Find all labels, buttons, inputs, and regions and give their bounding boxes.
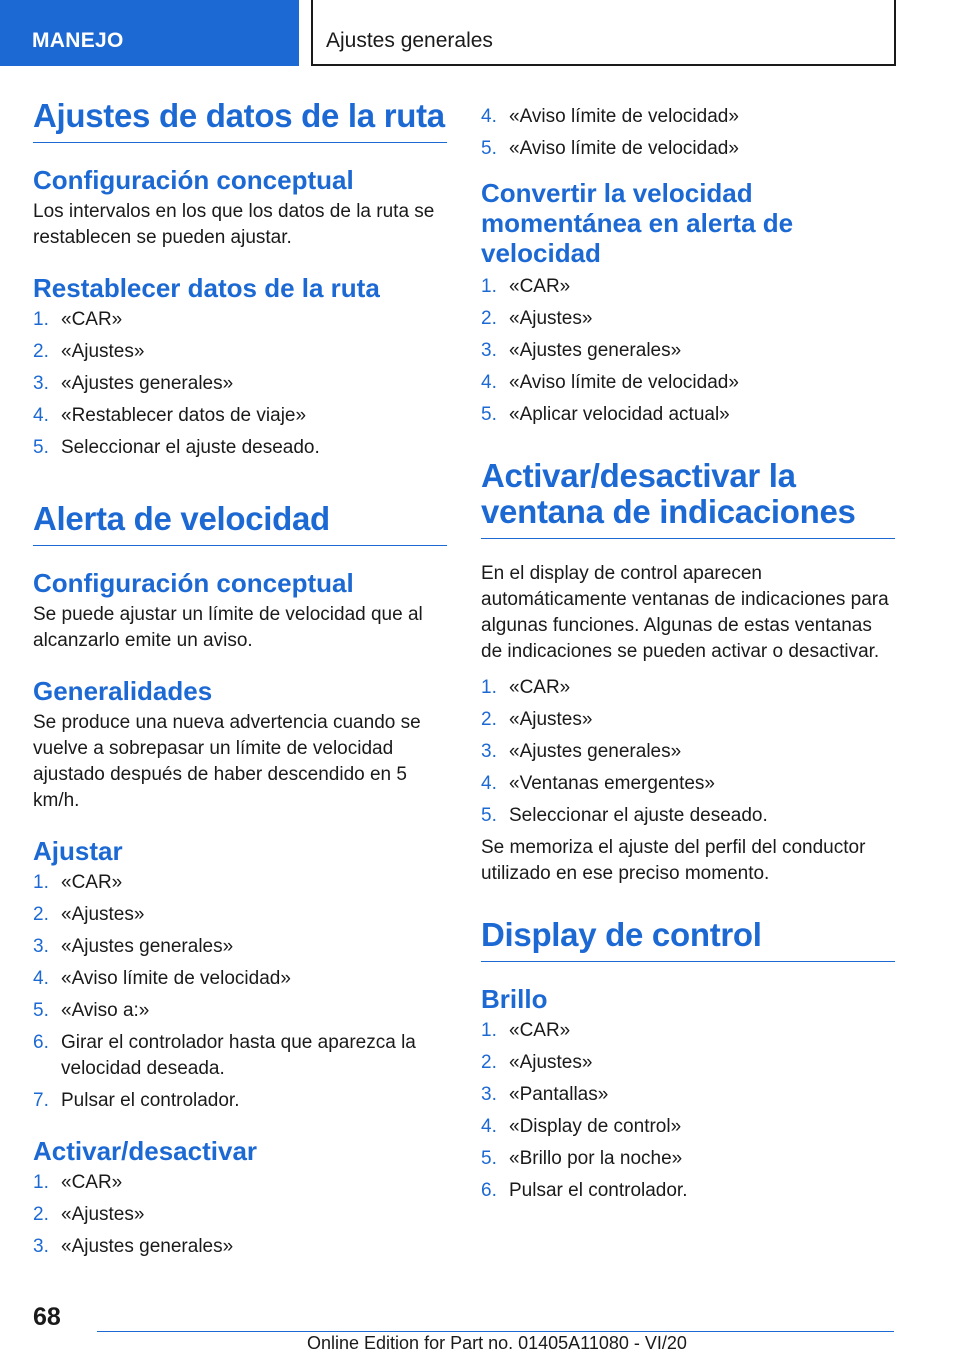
section-convert-speed — [481, 178, 895, 428]
step-number: 3. — [481, 741, 497, 762]
step-number: 6. — [481, 1180, 497, 1201]
subheading-speed-toggle: Activar/desactivar — [33, 1136, 258, 1166]
section-toggle-continued — [481, 104, 895, 162]
steps-list — [33, 307, 447, 461]
step-number: 4. — [481, 773, 497, 794]
subheading-convert-speed: Convertir la velocidad momentánea en alerta de velocidad — [481, 178, 794, 268]
step-number: 1. — [33, 872, 49, 893]
section-label: MANEJO — [32, 29, 124, 52]
step-item — [481, 338, 895, 364]
section-speed-general — [33, 676, 447, 814]
step-number: 2. — [481, 1052, 497, 1073]
step-item — [481, 1146, 895, 1172]
step-text: «CAR» — [509, 276, 571, 297]
step-item — [481, 104, 895, 130]
step-number: 3. — [33, 936, 49, 957]
chapter-tab — [311, 0, 896, 66]
subheading-route-concept: Configuración conceptual — [33, 165, 354, 195]
step-text: «Ajustes» — [509, 709, 593, 730]
page-header — [0, 0, 960, 66]
step-item — [481, 274, 895, 300]
step-item — [33, 902, 447, 928]
chapter-label: Ajustes generales — [326, 29, 493, 52]
step-text: «Ajustes» — [61, 341, 145, 362]
steps-list — [33, 1170, 447, 1260]
step-number: 5. — [33, 1000, 49, 1021]
heading-control-display: Display de control — [481, 917, 895, 962]
step-item — [33, 870, 447, 896]
left-column — [33, 98, 447, 1282]
section-route-concept — [33, 165, 447, 251]
step-text: «Aplicar velocidad actual» — [509, 404, 730, 425]
step-number: 4. — [481, 1116, 497, 1137]
step-item — [481, 1018, 895, 1044]
step-item — [481, 402, 895, 428]
step-item — [33, 966, 447, 992]
footer-divider — [97, 1331, 894, 1332]
step-number: 4. — [33, 405, 49, 426]
section-tab — [0, 0, 299, 66]
step-item — [33, 371, 447, 397]
step-item — [481, 1114, 895, 1140]
step-number: 7. — [33, 1090, 49, 1111]
step-item — [481, 771, 895, 797]
step-number: 2. — [33, 904, 49, 925]
step-text: «Ventanas emergentes» — [509, 773, 715, 794]
step-number: 2. — [481, 308, 497, 329]
step-text: «CAR» — [61, 1172, 123, 1193]
step-item — [33, 1088, 447, 1114]
step-number: 3. — [481, 340, 497, 361]
step-text: Girar el controlador hasta que aparezca la velocidad deseada. — [61, 1032, 416, 1079]
section-speed-adjust — [33, 836, 447, 1114]
steps-list — [481, 1018, 895, 1204]
step-text: Pulsar el controlador. — [61, 1090, 240, 1111]
step-number: 2. — [33, 1204, 49, 1225]
step-text: «CAR» — [61, 872, 123, 893]
step-number: 1. — [33, 1172, 49, 1193]
step-text: Pulsar el controlador. — [509, 1180, 688, 1201]
step-number: 6. — [33, 1032, 49, 1053]
step-number: 5. — [33, 437, 49, 458]
step-item — [33, 339, 447, 365]
step-item — [481, 739, 895, 765]
section-popups — [481, 561, 895, 887]
steps-list — [33, 870, 447, 1114]
step-item — [33, 1030, 447, 1082]
step-item — [481, 1178, 895, 1204]
step-text: «Brillo por la noche» — [509, 1148, 683, 1169]
step-item — [481, 803, 895, 829]
step-number: 1. — [481, 677, 497, 698]
steps-list — [481, 675, 895, 829]
step-text: «Aviso a:» — [61, 1000, 150, 1021]
heading-speed-alert: Alerta de velocidad — [33, 501, 447, 546]
step-item — [481, 675, 895, 701]
section-speed-concept — [33, 568, 447, 654]
step-number: 2. — [33, 341, 49, 362]
step-number: 1. — [33, 309, 49, 330]
step-number: 3. — [33, 373, 49, 394]
step-item — [481, 1082, 895, 1108]
step-item — [33, 998, 447, 1024]
step-text: Seleccionar el ajuste deseado. — [61, 437, 320, 458]
step-number: 4. — [481, 372, 497, 393]
paragraph-route-concept: Los intervalos en los que los datos de la ruta se restablecen se pueden ajustar. — [33, 201, 435, 248]
paragraph-popups: En el display de control aparecen automáticamente ventanas de indicaciones para algunas funciones. Algunas de estas ventanas de indicaciones se pueden activar o desactivar. — [481, 563, 889, 662]
step-item — [481, 370, 895, 396]
step-item — [33, 1202, 447, 1228]
step-text: «Ajustes generales» — [509, 741, 682, 762]
step-item — [481, 707, 895, 733]
paragraph-speed-general: Se produce una nueva advertencia cuando se vuelve a sobrepasar un límite de velocidad ajustado después de haber descendido en 5 km/h. — [33, 712, 421, 811]
step-number: 4. — [481, 106, 497, 127]
step-number: 3. — [481, 1084, 497, 1105]
step-text: «CAR» — [509, 1020, 571, 1041]
step-number: 5. — [481, 1148, 497, 1169]
step-text: «Ajustes» — [61, 1204, 145, 1225]
page-number: 68 — [33, 1303, 61, 1331]
step-item — [33, 307, 447, 333]
step-text: «Display de control» — [509, 1116, 682, 1137]
step-number: 2. — [481, 709, 497, 730]
step-number: 1. — [481, 1020, 497, 1041]
step-text: «Ajustes generales» — [61, 373, 234, 394]
step-text: «Restablecer datos de viaje» — [61, 405, 307, 426]
paragraph-speed-concept: Se puede ajustar un límite de velocidad que al alcanzarlo emite un aviso. — [33, 604, 423, 651]
step-number: 5. — [481, 138, 497, 159]
step-item — [33, 1170, 447, 1196]
right-column — [481, 104, 895, 1226]
step-item — [33, 934, 447, 960]
step-text: «Aviso límite de velocidad» — [509, 106, 739, 127]
step-text: «Ajustes» — [509, 1052, 593, 1073]
step-text: «Ajustes generales» — [509, 340, 682, 361]
heading-popups: Activar/desactivar la ventana de indicaciones — [481, 458, 895, 539]
paragraph-popups-note: Se memoriza el ajuste del perfil del conductor utilizado en ese preciso momento. — [481, 837, 866, 884]
step-text: «Ajustes generales» — [61, 1236, 234, 1257]
section-brightness — [481, 984, 895, 1204]
step-number: 5. — [481, 404, 497, 425]
steps-list — [481, 274, 895, 428]
step-text: «CAR» — [509, 677, 571, 698]
step-item — [33, 1234, 447, 1260]
subheading-brightness: Brillo — [481, 984, 548, 1014]
step-text: «Ajustes generales» — [61, 936, 234, 957]
step-text: «CAR» — [61, 309, 123, 330]
step-text: Seleccionar el ajuste deseado. — [509, 805, 768, 826]
step-item — [33, 435, 447, 461]
step-number: 5. — [481, 805, 497, 826]
step-item — [481, 306, 895, 332]
subheading-speed-adjust: Ajustar — [33, 836, 123, 866]
subheading-speed-concept: Configuración conceptual — [33, 568, 354, 598]
step-text: «Aviso límite de velocidad» — [509, 138, 739, 159]
step-text: «Aviso límite de velocidad» — [509, 372, 739, 393]
step-text: «Pantallas» — [509, 1084, 609, 1105]
step-text: «Aviso límite de velocidad» — [61, 968, 291, 989]
subheading-route-reset: Restablecer datos de la ruta — [33, 273, 380, 303]
step-number: 1. — [481, 276, 497, 297]
steps-list — [481, 104, 895, 162]
subheading-speed-general: Generalidades — [33, 676, 213, 706]
step-item — [33, 403, 447, 429]
step-item — [481, 1050, 895, 1076]
section-route-reset — [33, 273, 447, 461]
edition-note: Online Edition for Part no. 01405A11080 - VI/20 — [307, 1333, 687, 1353]
step-number: 4. — [33, 968, 49, 989]
section-speed-toggle — [33, 1136, 447, 1260]
heading-route-settings: Ajustes de datos de la ruta — [33, 98, 447, 143]
step-text: «Ajustes» — [61, 904, 145, 925]
step-text: «Ajustes» — [509, 308, 593, 329]
step-number: 3. — [33, 1236, 49, 1257]
step-item — [481, 136, 895, 162]
